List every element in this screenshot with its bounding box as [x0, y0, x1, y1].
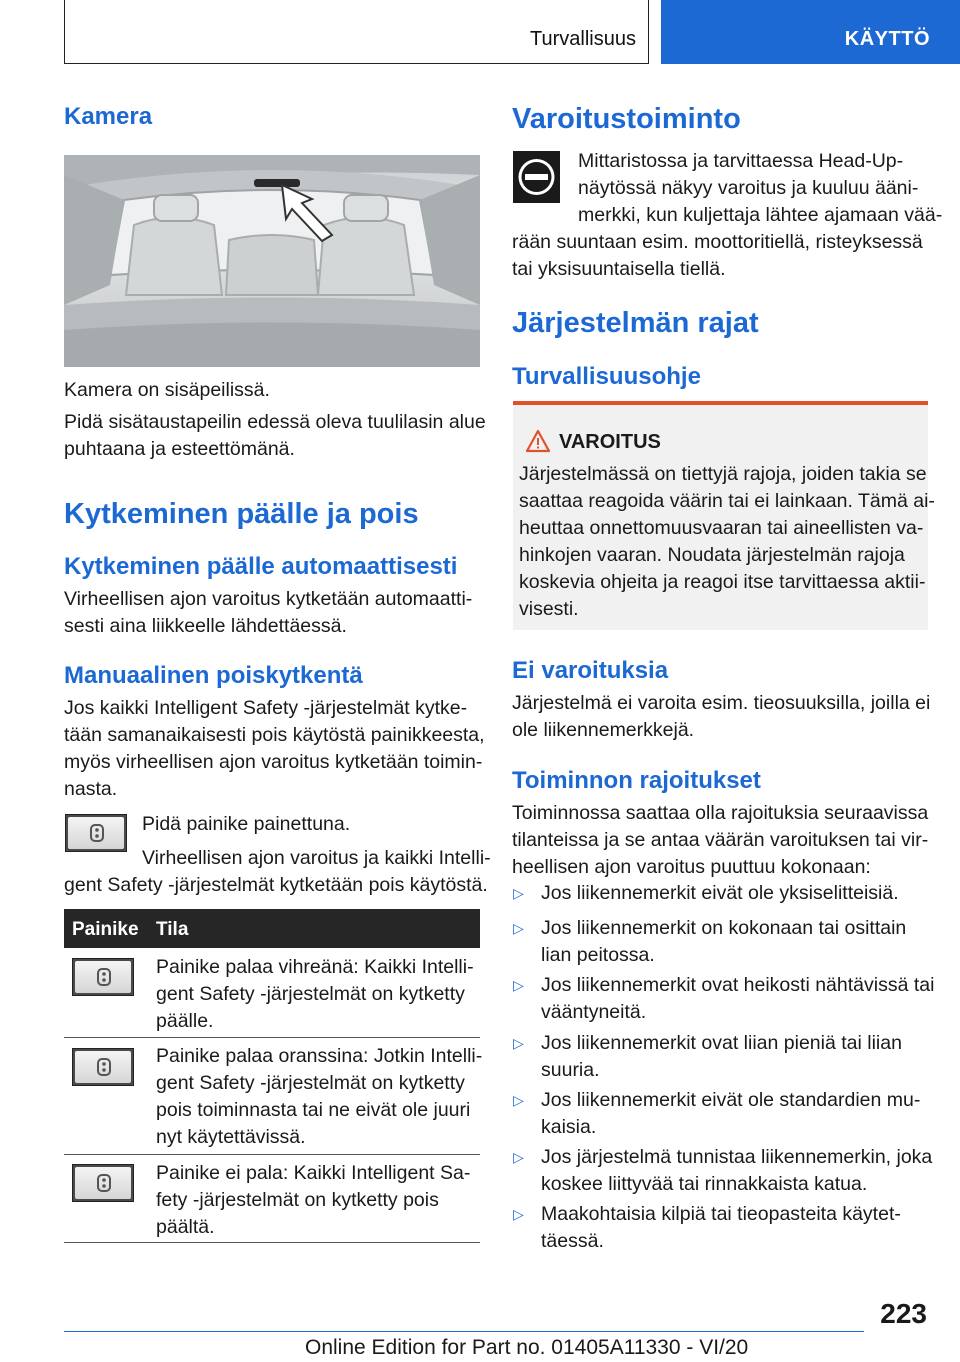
- no-entry-icon: [513, 151, 560, 203]
- warning-function-text-b: rään suuntaan esim. moottoritiellä, risteyksessä tai yksisuuntaisella tiellä.: [512, 231, 923, 280]
- bullet-triangle-icon: ▷: [513, 1035, 524, 1051]
- camera-photo: [64, 155, 480, 367]
- warning-title: VAROITUS: [559, 431, 661, 453]
- auto-heading: Kytkeminen päälle automaattisesti: [64, 553, 458, 580]
- table-divider: [64, 1154, 480, 1155]
- section-title: Turvallisuus: [530, 28, 636, 50]
- manual-heading: Manuaalinen poiskytkentä: [64, 662, 363, 689]
- no-warnings-heading: Ei varoituksia: [512, 657, 669, 684]
- table-header-state: Tila: [156, 919, 189, 940]
- bullet-triangle-icon: ▷: [513, 1206, 524, 1222]
- safety-heading: Turvallisuusohje: [512, 363, 701, 390]
- footer-edition: Online Edition for Part no. 01405A11330 - VI/20: [305, 1336, 749, 1359]
- table-row: Painike ei pala: Kaikki Intelligent Sa- fety -järjestelmät on kytketty pois päältä.: [156, 1162, 471, 1238]
- switch-heading: Kytkeminen päälle ja pois: [64, 498, 419, 530]
- camera-text-2: Pidä sisätaustapeilin edessä oleva tuulilasin alue puhtaana ja esteettömänä.: [64, 411, 486, 460]
- footer-divider: [64, 1331, 864, 1332]
- table-divider: [64, 1242, 480, 1243]
- button-orange-icon: [72, 1048, 134, 1086]
- button-off-icon: [72, 1164, 134, 1202]
- button-green-icon: [72, 958, 134, 996]
- camera-heading: Kamera: [64, 103, 153, 130]
- bullet-triangle-icon: ▷: [513, 920, 524, 936]
- table-divider: [64, 1037, 480, 1038]
- bullet-triangle-icon: ▷: [513, 977, 524, 993]
- table-row: Painike palaa oranssina: Jotkin Intelli- gent Safety -järjestelmät on kytketty pois toiminnasta tai ne eivät ole juuri nyt käytettävissä.: [156, 1045, 483, 1148]
- limitations-heading: Toiminnon rajoitukset: [512, 767, 761, 794]
- bullet-triangle-icon: ▷: [513, 1092, 524, 1108]
- manual-text: Jos kaikki Intelligent Safety -järjestelmät kytke- tään samanaikaisesti pois käytöstä painikkeesta, myös virheellisen ajon varoitus kytketään toimin- nasta.: [64, 697, 485, 800]
- limits-heading: Järjestelmän rajat: [512, 307, 759, 339]
- page-number: 223: [880, 1298, 927, 1329]
- press-text: Pidä painike painettuna.: [142, 813, 351, 835]
- header-chapter-box: [661, 0, 960, 64]
- table-header-button: Painike: [72, 919, 139, 940]
- header-section-box: [64, 0, 649, 64]
- warning-triangle-icon: [525, 429, 551, 453]
- press-text-2: Virheellisen ajon varoitus ja kaikki Intelli- gent Safety -järjestelmät kytketään pois käytöstä.: [64, 847, 491, 896]
- bullet-triangle-icon: ▷: [513, 1149, 524, 1165]
- warning-function-heading: Varoitustoiminto: [512, 103, 741, 135]
- warning-box: [513, 401, 935, 630]
- auto-text: Virheellisen ajon varoitus kytketään automaatti- sesti aina liikkeelle lähdettäessä.: [64, 588, 473, 637]
- chapter-title: KÄYTTÖ: [844, 28, 930, 50]
- camera-text-1: Kamera on sisäpeilissä.: [64, 379, 270, 401]
- warning-text: Järjestelmässä on tiettyjä rajoja, joiden takia se saattaa reagoida väärin tai ei lainkaan. Tämä ai- heuttaa onnettomuusvaaran tai aineellisten va- hinkojen vaaran. Noudata järjestelmän rajoja koskevia ohjeita ja reagoi itse tarvittaessa aktii- visesti.: [519, 463, 935, 620]
- warning-function-text-a: Mittaristossa ja tarvittaessa Head-Up- näytössä näkyy varoitus ja kuuluu ääni- merkki, kun kuljettaja lähtee ajamaan vää-: [578, 150, 943, 226]
- limitations-text: Toiminnossa saattaa olla rajoituksia seuraavissa tilanteissa ja se antaa väärän varoituksen tai vir- heellisen ajon varoitus puuttuu kokonaan:: [512, 802, 929, 878]
- table-header: [64, 909, 480, 948]
- no-warnings-text: Järjestelmä ei varoita esim. tieosuuksilla, joilla ei ole liikennemerkkejä.: [512, 692, 931, 741]
- table-row: Painike palaa vihreänä: Kaikki Intelli- gent Safety -järjestelmät on kytketty päälle.: [156, 956, 474, 1032]
- bullet-triangle-icon: ▷: [513, 885, 524, 901]
